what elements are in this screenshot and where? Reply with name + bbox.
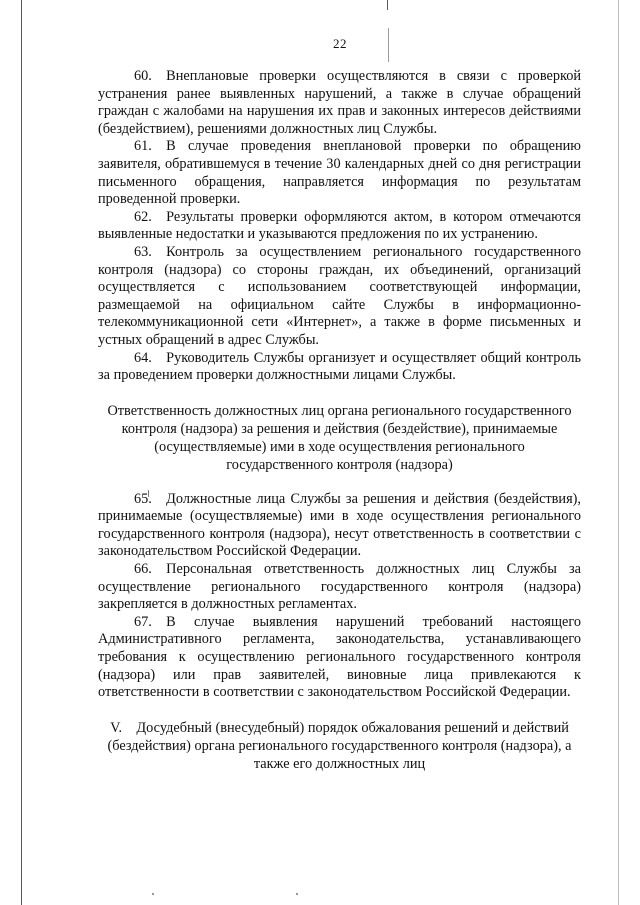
scan-speck <box>296 893 298 895</box>
paragraph-65: 65. Должностные лица Службы за решения и действия (бездействия), принимаемые (осуществляемые) ими в ходе осуществления регионального государственного контроля (надзора), несут ответственность в соответствии с законодательством Российской Федерации. <box>98 490 581 560</box>
scan-edge-line-right <box>618 0 619 905</box>
scan-speck <box>152 893 154 895</box>
section-heading-responsibility: Ответственность должностных лиц органа регионального государственного контроля (надзора) за решения и действия (бездействие), принимаемые (осуществляемые) ими в ходе осуществления регионального государственного контроля (надзора) <box>107 402 572 473</box>
paragraph-67: 67. В случае выявления нарушений требований настоящего Административного регламента, законодательства, устанавливающего требования к осуществлению регионального государственного контроля (надзора) или прав заявителей, виновные лица привлекаются к ответственности в соответствии с законодательством Российской Федерации. <box>98 613 581 701</box>
paragraph-62: 62. Результаты проверки оформляются актом, в котором отмечаются выявленные недостатки и указываются предложения по их устранению. <box>98 208 581 243</box>
paragraph-64: 64. Руководитель Службы организует и осуществляет общий контроль за проведением проверки должностными лицами Службы. <box>98 349 581 384</box>
paragraph-60: 60. Внеплановые проверки осуществляются в связи с проверкой устранения ранее выявленных нарушений, а также в случае обращений граждан с жалобами на нарушения их прав и законных интересов действиями (бездействием), решениями должностных лиц Службы. <box>98 68 581 137</box>
paragraph-63: 63. Контроль за осуществлением регионального государственного контроля (надзора) со стороны граждан, их объединений, организаций осуществляется с использованием соответствующей информации, размещаемой на официальном сайте Службы в информационно-телекоммуникационной сети «Интернет», а также в форме письменных и устных обращений в адрес Службы. <box>98 243 581 348</box>
section-heading-v-appeal: V. Досудебный (внесудебный) порядок обжалования решений и действий (бездействия) органа регионального государственного контроля (надзора), а также его должностных лиц <box>107 719 572 772</box>
document-body <box>98 68 581 773</box>
page-number: 22 <box>333 36 347 51</box>
paragraph-66: 66. Персональная ответственность должностных лиц Службы за осуществление регионального государственного контроля (надзора) закрепляется в должностных регламентах. <box>98 561 581 613</box>
scan-edge-line-left <box>21 0 22 905</box>
paragraph-61: 61. В случае проведения внеплановой проверки по обращению заявителя, обратившемуся в течение 30 календарных дней со дня регистрации письменного обращения, направляется информация по результатам проведенной проверки. <box>98 138 581 208</box>
scan-edge-line-top-right <box>387 0 388 10</box>
